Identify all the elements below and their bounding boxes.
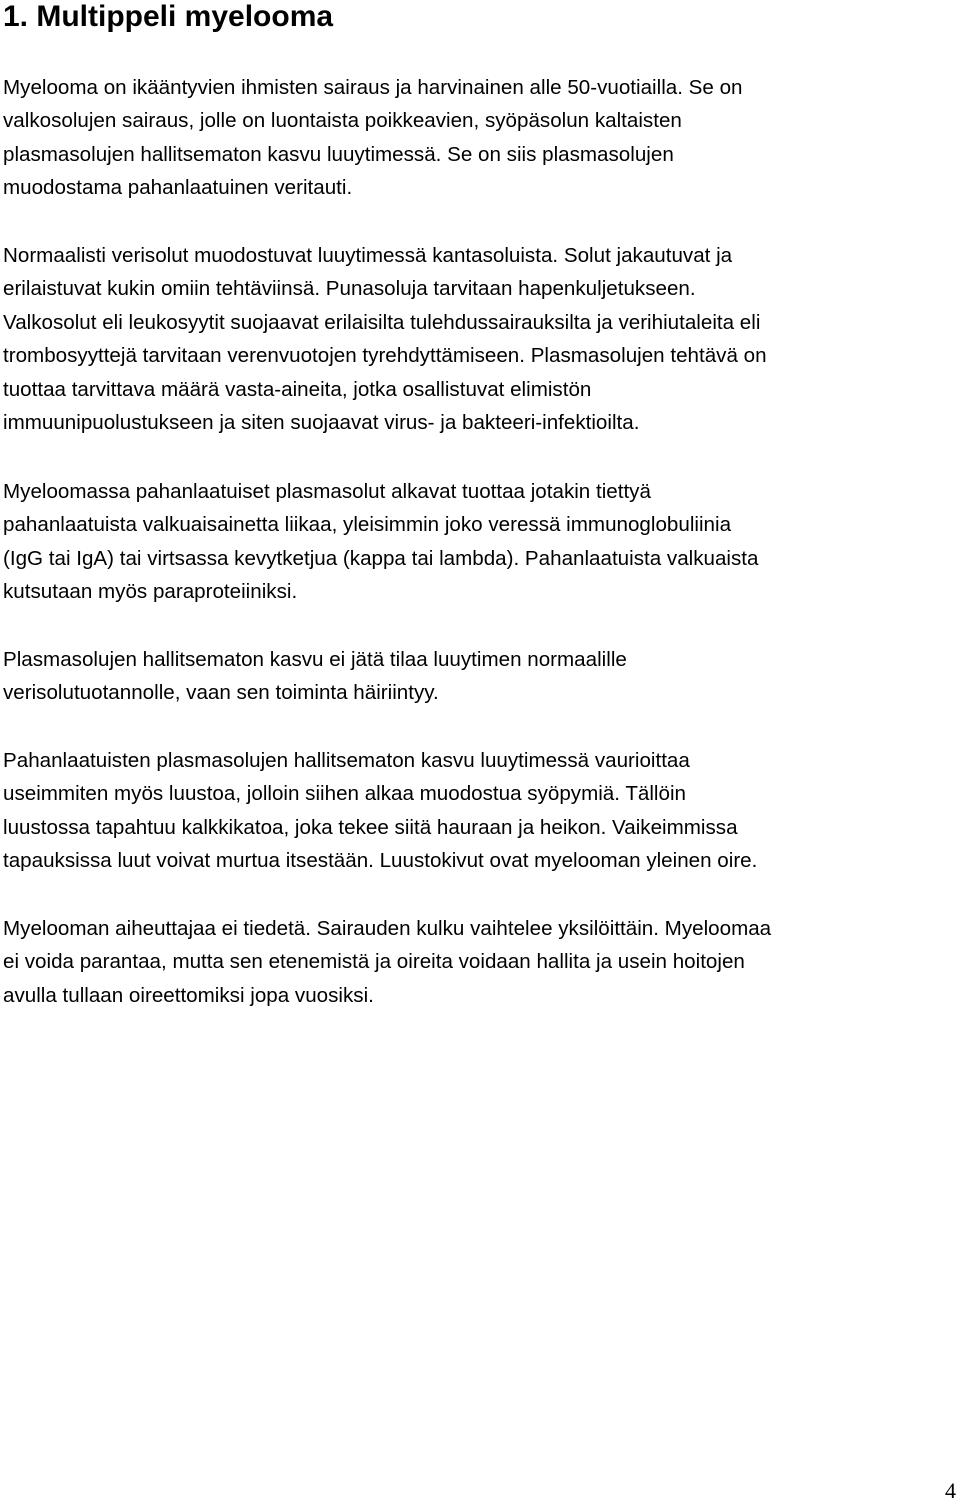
text-line: verisolutuotannolle, vaan sen toiminta häiriintyy. xyxy=(3,681,439,705)
text-line: ei voida parantaa, mutta sen etenemistä ja oireita voidaan hallita ja usein hoitojen xyxy=(3,950,745,974)
text-line: Valkosolut eli leukosyytit suojaavat erilaisilta tulehdussairauksilta ja verihiutaleita eli xyxy=(3,310,761,334)
text-line: immuunipuolustukseen ja siten suojaavat virus- ja bakteeri-infektioilta. xyxy=(3,411,640,435)
text-line: Normaalisti verisolut muodostuvat luuytimessä kantasoluista. Solut jakautuvat ja xyxy=(3,244,733,267)
paragraph-normal-blood-cells xyxy=(3,239,767,439)
text-line: valkosolujen sairaus, jolle on luontaista poikkeavien, syöpäsolun kaltaisten xyxy=(3,109,682,133)
page-number: 4 xyxy=(945,1478,956,1503)
text-line: tapauksissa luut voivat murtua itsestään. Luustokivut ovat myelooman yleinen oire. xyxy=(3,849,758,873)
text-line: useimmiten myös luustoa, jolloin siihen alkaa muodostua syöpymiä. Tällöin xyxy=(3,782,686,806)
paragraph-myeloma-intro xyxy=(3,71,743,205)
text-line: luustossa tapahtuu kalkkikatoa, joka tekee siitä hauraan ja heikon. Vaikeimmissa xyxy=(3,815,738,839)
text-line: Myeloomassa pahanlaatuiset plasmasolut alkavat tuottaa jotakin tiettyä xyxy=(3,480,651,503)
text-line: Plasmasolujen hallitsematon kasvu ei jätä tilaa luuytimen normaalille xyxy=(3,648,627,671)
document-page xyxy=(3,0,953,1007)
paragraph-bone-marrow-disruption xyxy=(3,643,627,710)
text-line: muodostama pahanlaatuinen veritauti. xyxy=(3,176,353,200)
text-line: pahanlaatuista valkuaisainetta liikaa, yleisimmin joko veressä immunoglobuliinia xyxy=(3,513,732,537)
text-line: tuottaa tarvittava määrä vasta-aineita, jotka osallistuvat elimistön xyxy=(3,377,592,401)
text-line: avulla tullaan oireettomiksi jopa vuosiksi. xyxy=(3,983,374,1007)
paragraph-cause-and-treatment xyxy=(3,912,771,1012)
section-heading: 1. Multippeli myelooma xyxy=(3,0,334,33)
text-line: trombosyyttejä tarvitaan verenvuotojen tyrehdyttämiseen. Plasmasolujen tehtävä on xyxy=(3,344,767,368)
text-line: Pahanlaatuisten plasmasolujen hallitsematon kasvu luuytimessä vaurioittaa xyxy=(3,749,690,772)
paragraph-bone-damage xyxy=(3,744,757,878)
paragraph-paraprotein xyxy=(3,475,758,609)
text-line: erilaistuvat kukin omiin tehtäviinsä. Punasoluja tarvitaan hapenkuljetukseen. xyxy=(3,277,696,301)
text-line: kutsutaan myös paraproteiiniksi. xyxy=(3,580,298,604)
text-line: plasmasolujen hallitsematon kasvu luuytimessä. Se on siis plasmasolujen xyxy=(3,142,674,166)
text-line: Myelooma on ikääntyvien ihmisten sairaus ja harvinainen alle 50-vuotiailla. Se on xyxy=(3,76,743,99)
text-line: Myelooman aiheuttajaa ei tiedetä. Sairauden kulku vaihtelee yksilöittäin. Myeloomaa xyxy=(3,917,772,940)
text-line: (IgG tai IgA) tai virtsassa kevytketjua (kappa tai lambda). Pahanlaatuista valkuaista xyxy=(3,546,759,570)
